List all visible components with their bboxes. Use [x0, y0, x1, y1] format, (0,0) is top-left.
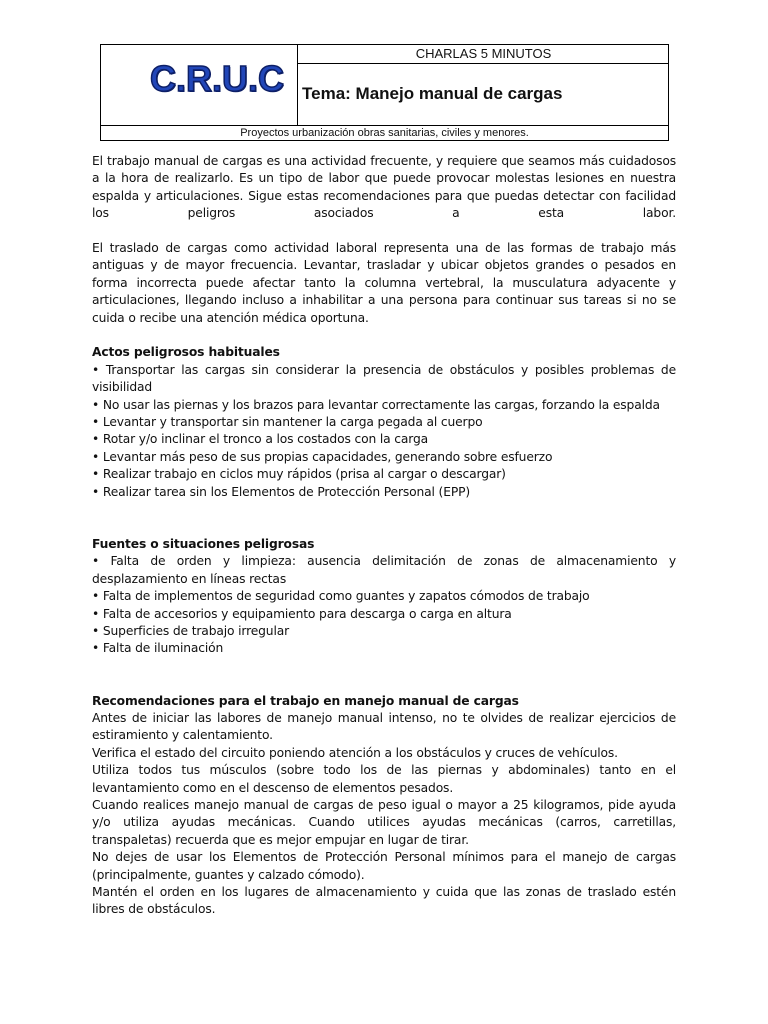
sources-list: [92, 553, 676, 657]
document-title: Tema: Manejo manual de cargas: [302, 84, 563, 103]
recommendation-paragraph: Utiliza todos tus músculos (sobre todo los de las piernas y abdominales) tanto en el levantamiento como en el descenso de elementos pesados.: [92, 763, 676, 795]
project-subtitle: Proyectos urbanización obras sanitarias, civiles y menores.: [101, 125, 668, 140]
section-heading-recommendations: Recomendaciones para el trabajo en manejo manual de cargas: [92, 693, 519, 708]
document-header-table: [100, 44, 669, 141]
recommendation-paragraph: Cuando realices manejo manual de cargas de peso igual o mayor a 25 kilogramos, pide ayuda y/o utiliza ayudas mecánicas. Cuando utilices ayudas mecánicas (carros, carretillas, transpaletas) recuerda que es mejor empujar en lugar de tirar.: [92, 797, 676, 847]
company-logo: C.R.U.C: [150, 58, 284, 99]
logo-cell: [101, 45, 298, 125]
recommendation-paragraph: No dejes de usar los Elementos de Protección Personal mínimos para el manejo de cargas (principalmente, guantes y calzado cómodo).: [92, 850, 676, 882]
list-item: • Transportar las cargas sin considerar la presencia de obstáculos y posibles problemas de visibilidad: [92, 362, 676, 397]
intro-paragraph-2: El traslado de cargas como actividad laboral representa una de las formas de trabajo más antiguas y de mayor frecuencia. Levantar, trasladar y ubicar objetos grandes o pesados en forma incorrecta puede afectar tanto la columna vertebral, la musculatura adyacente y articulaciones, llegando incluso a inhabilitar a una persona para continuar sus tareas si no se cuida o recibe una atención médica oportuna.: [92, 241, 676, 325]
list-item: • Superficies de trabajo irregular: [92, 623, 676, 640]
list-item: • Realizar trabajo en ciclos muy rápidos (prisa al cargar o descargar): [92, 466, 676, 483]
intro-paragraph-1: El trabajo manual de cargas es una actividad frecuente, y requiere que seamos más cuidadosos a la hora de realizarlo. Es un tipo de labor que puede provocar molestas lesiones en nuestra espalda y articulaciones. Sigue estas recomendaciones para que puedas detectar con facilidad los peligros asociados a esta labor.: [92, 154, 676, 221]
acts-list: [92, 362, 676, 501]
list-item: • Levantar más peso de sus propias capacidades, generando sobre esfuerzo: [92, 449, 676, 466]
recommendation-paragraph: Antes de iniciar las labores de manejo manual intenso, no te olvides de realizar ejercicios de estiramiento y calentamiento.: [92, 710, 676, 743]
list-item: • Realizar tarea sin los Elementos de Protección Personal (EPP): [92, 484, 676, 501]
section-heading-acts: Actos peligrosos habituales: [92, 345, 280, 360]
list-item: • Falta de implementos de seguridad como guantes y zapatos cómodos de trabajo: [92, 588, 676, 605]
recommendation-paragraph: Mantén el orden en los lugares de almacenamiento y cuida que las zonas de traslado estén libres de obstáculos.: [92, 885, 676, 917]
list-item: • Falta de accesorios y equipamiento para descarga o carga en altura: [92, 606, 676, 623]
list-item: • Levantar y transportar sin mantener la carga pegada al cuerpo: [92, 414, 676, 431]
theme-cell: [298, 64, 669, 125]
document-body: [92, 153, 676, 919]
list-item: • Falta de orden y limpieza: ausencia delimitación de zonas de almacenamiento y desplazamiento en líneas rectas: [92, 553, 676, 588]
list-item: • Falta de iluminación: [92, 640, 676, 657]
section-heading-sources: Fuentes o situaciones peligrosas: [92, 536, 315, 551]
list-item: • Rotar y/o inclinar el tronco a los costados con la carga: [92, 431, 676, 448]
series-title: CHARLAS 5 MINUTOS: [298, 45, 669, 64]
list-item: • No usar las piernas y los brazos para levantar correctamente las cargas, forzando la espalda: [92, 397, 676, 414]
recommendation-paragraph: Verifica el estado del circuito poniendo atención a los obstáculos y cruces de vehículos.: [92, 745, 618, 760]
